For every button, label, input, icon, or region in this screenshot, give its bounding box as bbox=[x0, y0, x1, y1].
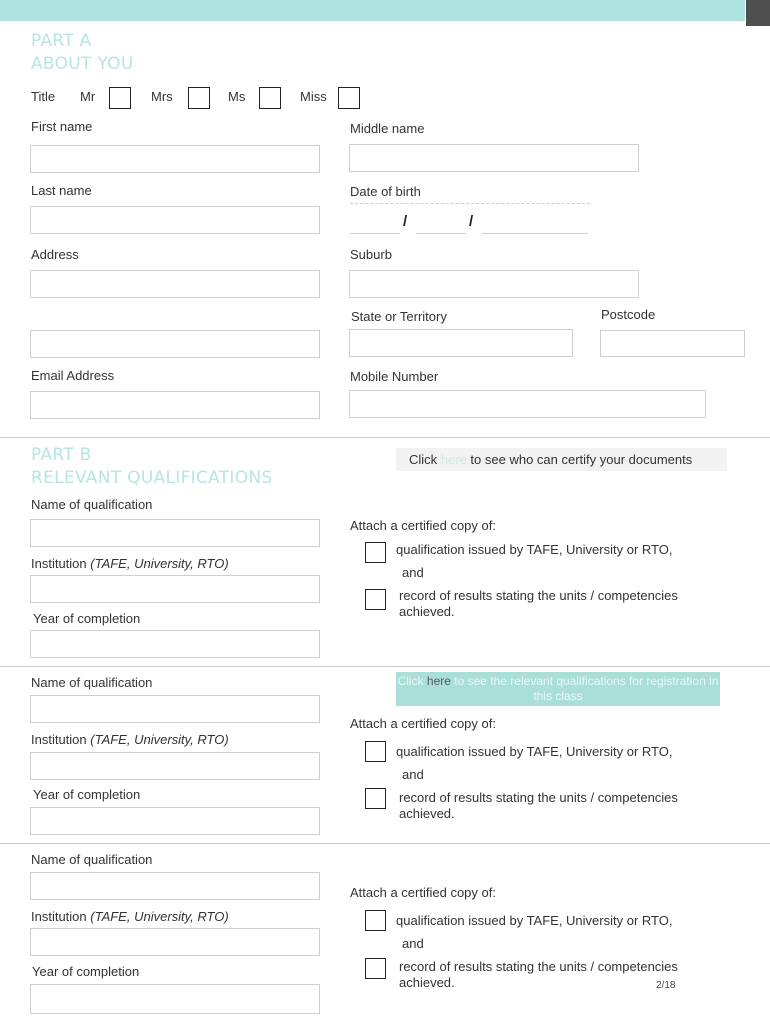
relevant-qualifications-note bbox=[396, 672, 720, 706]
date-of-birth-field[interactable] bbox=[350, 203, 590, 235]
title-label: Title bbox=[31, 89, 56, 104]
suburb-field[interactable] bbox=[349, 270, 639, 298]
institution-label-text: Institution bbox=[31, 909, 91, 924]
qualification-name-field[interactable] bbox=[30, 872, 320, 900]
mobile-field[interactable] bbox=[349, 390, 706, 418]
part-b-title-line1: PART B bbox=[31, 445, 92, 465]
certify-note-prefix: Click bbox=[409, 452, 441, 467]
part-a-title bbox=[31, 30, 134, 76]
institution-label bbox=[31, 732, 229, 747]
year-of-completion-field[interactable] bbox=[30, 807, 320, 835]
email-field[interactable] bbox=[30, 391, 320, 419]
institution-label bbox=[31, 556, 229, 571]
attach-certified-label: Attach a certified copy of: bbox=[350, 518, 496, 533]
suburb-label: Suburb bbox=[350, 247, 392, 262]
date-of-birth-label: Date of birth bbox=[350, 184, 421, 199]
year-of-completion-label: Year of completion bbox=[33, 611, 141, 626]
qualification-divider bbox=[0, 666, 770, 667]
record-of-results-line1: record of results stating the units / competencies bbox=[399, 790, 678, 805]
attach-certified-label: Attach a certified copy of: bbox=[350, 716, 496, 731]
institution-field[interactable] bbox=[30, 575, 320, 603]
header-corner-tab bbox=[746, 0, 770, 26]
dob-month-line bbox=[416, 233, 466, 234]
dob-top-guide bbox=[350, 203, 590, 205]
qualification-name-field[interactable] bbox=[30, 695, 320, 723]
address-line2-field[interactable] bbox=[30, 330, 320, 358]
relevant-qualifications-link[interactable]: here bbox=[426, 674, 451, 688]
title-mrs-checkbox[interactable] bbox=[188, 87, 210, 109]
address-label: Address bbox=[31, 247, 79, 262]
institution-field[interactable] bbox=[30, 928, 320, 956]
record-of-results-label bbox=[399, 588, 678, 620]
title-mr-checkbox[interactable] bbox=[109, 87, 131, 109]
part-a-title-line1: PART A bbox=[31, 31, 92, 51]
title-option-ms-label: Ms bbox=[228, 89, 246, 104]
dob-year-line bbox=[482, 233, 588, 234]
institution-hint: (TAFE, University, RTO) bbox=[90, 732, 229, 747]
middle-name-label: Middle name bbox=[350, 121, 425, 136]
qualification-copy-label: qualification issued by TAFE, University or RTO, bbox=[396, 542, 673, 557]
qualification-name-label: Name of qualification bbox=[31, 497, 153, 512]
last-name-label: Last name bbox=[31, 183, 92, 198]
qualification-copy-label: qualification issued by TAFE, University or RTO, bbox=[396, 913, 673, 928]
record-of-results-line2: achieved. bbox=[399, 975, 455, 990]
certify-documents-note bbox=[396, 448, 727, 471]
record-of-results-line1: record of results stating the units / competencies bbox=[399, 959, 678, 974]
institution-field[interactable] bbox=[30, 752, 320, 780]
dob-day-line bbox=[350, 233, 400, 234]
record-of-results-checkbox[interactable] bbox=[365, 788, 386, 809]
record-of-results-label bbox=[399, 790, 678, 822]
postcode-label: Postcode bbox=[601, 307, 656, 322]
record-of-results-checkbox[interactable] bbox=[365, 958, 386, 979]
page-number: 2/18 bbox=[656, 980, 676, 991]
middle-name-field[interactable] bbox=[349, 144, 639, 172]
title-ms-checkbox[interactable] bbox=[259, 87, 281, 109]
institution-label-text: Institution bbox=[31, 556, 91, 571]
institution-hint: (TAFE, University, RTO) bbox=[90, 909, 229, 924]
email-label: Email Address bbox=[31, 368, 115, 383]
qualification-name-field[interactable] bbox=[30, 519, 320, 547]
title-miss-checkbox[interactable] bbox=[338, 87, 360, 109]
relevant-note-prefix: Click bbox=[397, 674, 427, 688]
address-line1-field[interactable] bbox=[30, 270, 320, 298]
certify-documents-link[interactable]: here bbox=[440, 452, 467, 467]
record-of-results-line2: achieved. bbox=[399, 604, 455, 619]
qualification-copy-checkbox[interactable] bbox=[365, 542, 386, 563]
and-label: and bbox=[402, 936, 424, 951]
qualification-name-label: Name of qualification bbox=[31, 675, 153, 690]
certify-note-suffix: to see who can certify your documents bbox=[466, 452, 693, 467]
year-of-completion-field[interactable] bbox=[30, 630, 320, 658]
qualification-name-label: Name of qualification bbox=[31, 852, 153, 867]
title-option-miss-label: Miss bbox=[300, 89, 327, 104]
record-of-results-line1: record of results stating the units / competencies bbox=[399, 588, 678, 603]
year-of-completion-label: Year of completion bbox=[32, 964, 140, 979]
record-of-results-label bbox=[399, 959, 678, 991]
first-name-field[interactable] bbox=[30, 145, 320, 173]
attach-certified-label: Attach a certified copy of: bbox=[350, 885, 496, 900]
state-label: State or Territory bbox=[351, 309, 447, 324]
relevant-note-suffix: to see the relevant qualifications for registration in this class bbox=[450, 674, 719, 703]
record-of-results-line2: achieved. bbox=[399, 806, 455, 821]
record-of-results-checkbox[interactable] bbox=[365, 589, 386, 610]
year-of-completion-field[interactable] bbox=[30, 984, 320, 1014]
state-field[interactable] bbox=[349, 329, 573, 357]
part-b-title-line2: RELEVANT QUALIFICATIONS bbox=[31, 468, 273, 488]
qualification-copy-checkbox[interactable] bbox=[365, 910, 386, 931]
last-name-field[interactable] bbox=[30, 206, 320, 234]
first-name-label: First name bbox=[31, 119, 93, 134]
postcode-field[interactable] bbox=[600, 330, 745, 357]
dob-separator-2: / bbox=[469, 213, 474, 230]
title-option-mr-label: Mr bbox=[80, 89, 96, 104]
institution-hint: (TAFE, University, RTO) bbox=[90, 556, 229, 571]
part-a-title-line2: ABOUT YOU bbox=[31, 54, 134, 74]
qualification-copy-label: qualification issued by TAFE, University or RTO, bbox=[396, 744, 673, 759]
section-divider bbox=[0, 437, 770, 438]
and-label: and bbox=[402, 767, 424, 782]
title-option-mrs-label: Mrs bbox=[151, 89, 173, 104]
header-accent-bar bbox=[0, 0, 745, 21]
institution-label-text: Institution bbox=[31, 732, 91, 747]
part-b-title bbox=[31, 444, 273, 490]
year-of-completion-label: Year of completion bbox=[33, 787, 141, 802]
mobile-label: Mobile Number bbox=[350, 369, 439, 384]
qualification-copy-checkbox[interactable] bbox=[365, 741, 386, 762]
institution-label bbox=[31, 909, 229, 924]
qualification-divider bbox=[0, 843, 770, 844]
dob-separator-1: / bbox=[403, 213, 408, 230]
and-label: and bbox=[402, 565, 424, 580]
